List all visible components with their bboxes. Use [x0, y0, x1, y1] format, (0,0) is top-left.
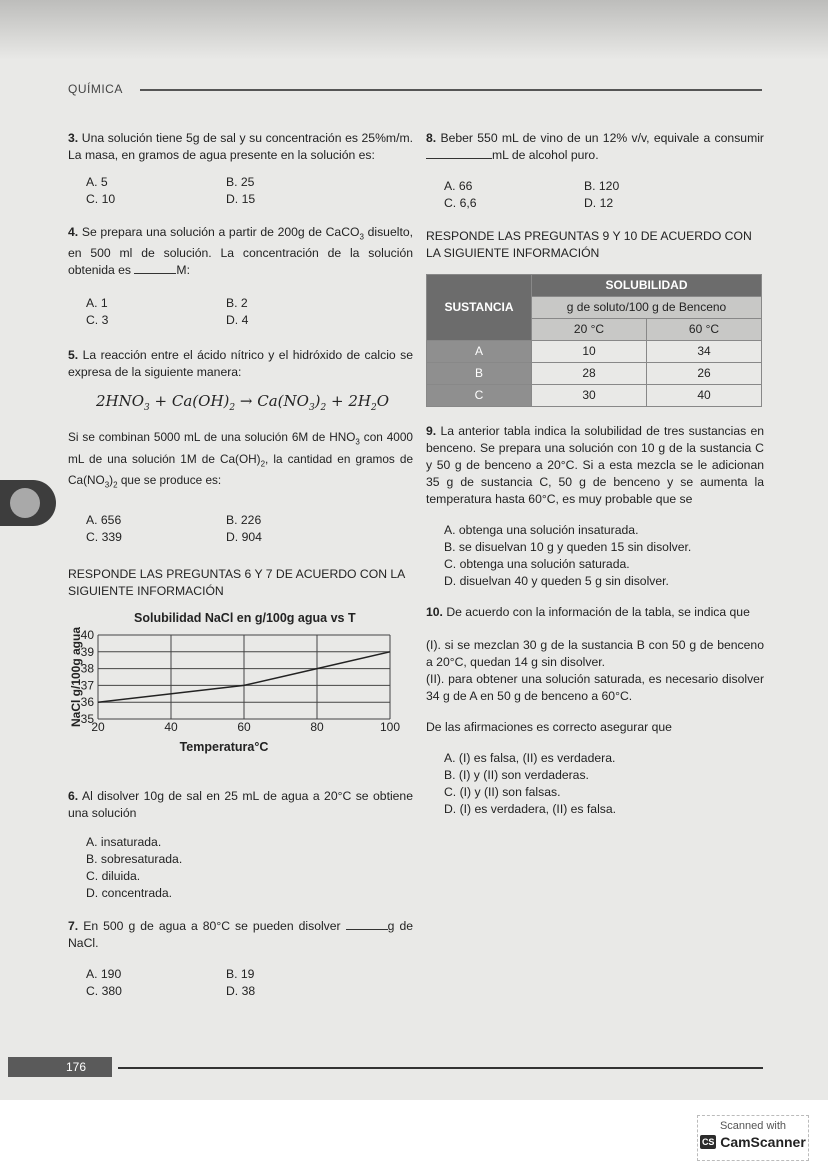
page-number-tab: [8, 1057, 112, 1077]
section-instruction-6-7: RESPONDE LAS PREGUNTAS 6 Y 7 DE ACUERDO CON LA SIGUIENTE INFORMACIÓN: [68, 566, 405, 598]
answer-blank: [134, 263, 176, 274]
option: B. se disuelvan 10 g y queden 15 sin disolver.: [444, 540, 692, 554]
camscanner-watermark: [697, 1115, 809, 1161]
option: C. 6,6: [444, 196, 477, 210]
page-number: 176: [66, 1060, 87, 1074]
question-6: 6. Al disolver 10g de sal en 25 mL de agua a 20°C se obtiene una solución: [68, 788, 413, 820]
top-shadow: [0, 0, 828, 60]
table-cell: 26: [647, 363, 762, 385]
y-tick-label: 35: [80, 711, 94, 726]
table-row: [427, 363, 762, 385]
table-row: [427, 385, 762, 407]
table-header-solubilidad: SOLUBILIDAD: [532, 275, 762, 297]
question-9: 9. La anterior tabla indica la solubilidad de tres sustancias en benceno. Se prepara una solución con 10 g de la sustancia C y 50 g de benceno a 20°C. Si a esta mezcla se le adicionan 35 g de sustancia C, 50 g de benceno y se aumenta la temperatura hasta 60°C, es muy probable que se: [426, 424, 764, 506]
y-tick-label: 37: [80, 677, 94, 692]
option: D. 4: [226, 313, 249, 328]
option: B. (I) y (II) son verdaderas.: [444, 768, 589, 782]
question-3-options: [86, 174, 413, 208]
y-axis-label: NaCl g/100g agua: [69, 626, 83, 727]
table-cell: A: [427, 341, 532, 363]
x-tick-label: 80: [310, 719, 324, 734]
watermark-caption: Scanned with: [719, 1120, 787, 1132]
option: D. 12: [584, 196, 614, 210]
option: A. 656: [86, 512, 122, 527]
chemical-equation: $2HNO_3 + Ca(OH)_2 \to Ca(NO_3)_2 + 2H_2O$: [96, 392, 390, 414]
table-cell: C: [427, 385, 532, 407]
y-tick-label: 39: [80, 644, 94, 659]
answer-blank: [426, 148, 492, 159]
right-column: [426, 130, 764, 818]
option: B. 120: [584, 179, 620, 193]
table-row: [427, 341, 762, 363]
table-cell: 28: [532, 363, 647, 385]
option: C. 10: [86, 192, 116, 206]
chart-svg: [68, 627, 413, 777]
option: A. 190: [86, 966, 122, 981]
watermark-brand: [698, 1134, 808, 1150]
solubility-chart: [68, 610, 413, 782]
watermark-brand-name: CamScanner: [720, 1134, 806, 1150]
option: B. sobresaturada.: [86, 851, 183, 866]
left-column: [68, 130, 413, 1000]
side-tab: [0, 480, 56, 526]
option: B. 25: [226, 175, 255, 189]
option: A. obtenga una solución insaturada.: [444, 523, 639, 537]
option: C. 380: [86, 983, 122, 998]
question-7-options: [86, 966, 413, 1000]
table-cell: 10: [532, 341, 647, 363]
option: B. 19: [226, 966, 255, 981]
option: A. 1: [86, 296, 108, 311]
footer-rule: [118, 1067, 763, 1069]
section-instruction-9-10: RESPONDE LAS PREGUNTAS 9 Y 10 DE ACUERDO CON LA SIGUIENTE INFORMACIÓN: [426, 229, 752, 260]
table-temp: 60 °C: [647, 319, 762, 341]
statement-1: (I). si se mezclan 30 g de la sustancia B con 50 g de benceno a 20°C, quedan 14 g sin disolver.: [426, 638, 764, 669]
option: C. (I) y (II) son falsas.: [444, 785, 561, 799]
option: C. 339: [86, 529, 122, 544]
question-10-prompt: De las afirmaciones es correcto asegurar que: [426, 720, 672, 734]
question-9-options: [444, 522, 764, 590]
x-tick-label: 60: [237, 719, 251, 734]
solubility-table: [426, 274, 762, 407]
answer-blank: [346, 919, 388, 930]
table-temp: 20 °C: [532, 319, 647, 341]
question-10-options: [444, 750, 764, 818]
y-tick-label: 38: [80, 661, 94, 676]
x-tick-label: 100: [379, 719, 401, 734]
question-10: 10. De acuerdo con la información de la tabla, se indica que: [426, 605, 750, 619]
question-8-options: [444, 178, 764, 212]
table-header-sustancia: SUSTANCIA: [427, 275, 532, 341]
question-4: 4. Se prepara una solución a partir de 200g de CaCO$_3$ disuelto, en 500 ml de solución. La concentración de la solución obtenida es M:: [68, 225, 414, 278]
x-tick-label: 40: [164, 719, 178, 734]
side-tab-icon: [10, 488, 40, 518]
option: A. (I) es falsa, (II) es verdadera.: [444, 751, 616, 765]
x-tick-label: 20: [91, 719, 105, 734]
page-header: QUÍMICA: [68, 82, 123, 96]
option: A. insaturada.: [86, 834, 162, 849]
question-5: 5. La reacción entre el ácido nítrico y el hidróxido de calcio se expresa de la siguiente manera:: [68, 348, 413, 380]
y-tick-label: 36: [80, 694, 94, 709]
option: C. diluida.: [86, 868, 141, 883]
question-3: 3. Una solución tiene 5g de sal y su concentración es 25%m/m. La masa, en gramos de agua presente en la solución es:: [68, 131, 413, 162]
y-tick-label: 40: [80, 627, 94, 642]
table-unit: g de soluto/100 g de Benceno: [532, 297, 762, 319]
camscanner-icon: CS: [701, 1137, 715, 1147]
question-4-options: [86, 295, 413, 329]
question-6-options: [86, 834, 413, 902]
header-rule: [140, 89, 762, 91]
option: D. concentrada.: [86, 885, 173, 900]
table-cell: 40: [647, 385, 762, 407]
option: D. disuelvan 40 y queden 5 g sin disolver.: [444, 574, 669, 588]
question-7: 7. En 500 g de agua a 80°C se pueden disolver g de NaCl.: [68, 918, 413, 950]
table-cell: 34: [647, 341, 762, 363]
option: A. 5: [86, 175, 108, 189]
question-5-body: Si se combinan 5000 mL de una solución 6M de $HNO_3$ con 4000 mL de una solución 1M de $Ca(OH)_2$, la cantidad en gramos de $Ca(NO_3)_2$ que se produce es:: [68, 430, 414, 490]
option: B. 2: [226, 296, 248, 311]
option: C. obtenga una solución saturada.: [444, 557, 630, 571]
chart-title: Solubilidad NaCl en g/100g agua vs T: [134, 610, 356, 625]
question-8: 8. Beber 550 mL de vino de un 12% v/v, equivale a consumir mL de alcohol puro.: [426, 131, 764, 162]
option: A. 66: [444, 179, 473, 193]
statement-2: (II). para obtener una solución saturada, es necesario disolver 34 g de A en 50 g de benceno a 60°C.: [426, 672, 764, 703]
table-cell: 30: [532, 385, 647, 407]
option: D. 904: [226, 529, 262, 544]
table-cell: B: [427, 363, 532, 385]
option: D. 15: [226, 192, 256, 206]
question-5-options: [86, 512, 413, 546]
option: B. 226: [226, 512, 262, 527]
x-axis-label: Temperatura°C: [179, 739, 269, 754]
option: C. 3: [86, 313, 109, 328]
option: D. 38: [226, 983, 256, 998]
option: D. (I) es verdadera, (II) es falsa.: [444, 802, 617, 816]
